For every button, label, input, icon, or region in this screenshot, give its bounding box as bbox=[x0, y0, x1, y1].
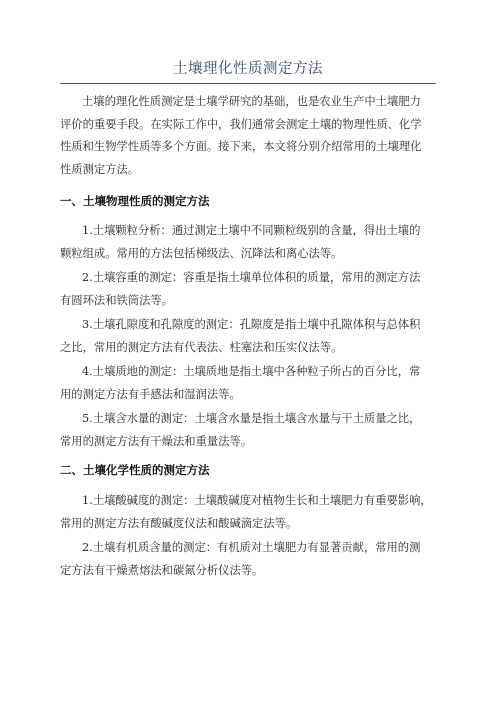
section-heading-physical: 一、土壤物理性质的测定方法 bbox=[60, 194, 210, 208]
physical-item-4 bbox=[60, 361, 440, 406]
document-title: 土壤理化性质测定方法 bbox=[173, 61, 323, 77]
chemical-item-2-line-1: 2.土壤有机质含量的测定：有机质对土壤肥力有显著贡献，常用的测 bbox=[82, 541, 421, 554]
title-underline bbox=[60, 83, 436, 84]
intro-line-3: 性质和生物学性质等多个方面。接下来，本文将分别介绍常用的土壤理化 bbox=[60, 140, 422, 153]
physical-item-5 bbox=[60, 408, 440, 453]
physical-item-5-line-2: 常用的测定方法有干燥法和重量法等。 bbox=[60, 434, 253, 448]
chemical-item-2-line-2: 定方法有干燥煮熔法和碳氮分析仪法等。 bbox=[60, 563, 264, 577]
chemical-item-2 bbox=[60, 537, 440, 582]
section-heading-chemical: 二、土壤化学性质的测定方法 bbox=[60, 463, 210, 477]
chemical-item-1-line-1: 1.土壤酸碱度的测定：土壤酸碱度对植物生长和土壤肥力有重要影响， bbox=[82, 494, 432, 507]
chemical-item-1 bbox=[60, 490, 440, 535]
physical-item-4-line-2: 用的测定方法有手感法和湿润法等。 bbox=[60, 387, 241, 401]
physical-item-1-line-2: 颗粒组成。常用的方法包括梯级法、沉降法和离心法等。 bbox=[60, 246, 343, 260]
chemical-item-1-line-2: 常用的测定方法有酸碱度仪法和酸碱滴定法等。 bbox=[60, 516, 298, 530]
intro-line-4: 性质测定方法。 bbox=[60, 162, 140, 176]
intro-line-2: 评价的重要手段。在实际工作中，我们通常会测定土壤的物理性质、化学 bbox=[60, 117, 422, 131]
physical-item-2-line-1: 2.土壤容重的测定：容重是指土壤单位体积的质量，常用的测定方法 bbox=[82, 271, 421, 284]
intro-paragraph bbox=[60, 91, 440, 181]
intro-line-1: 土壤的理化性质测定是土壤学研究的基础，也是农业生产中土壤肥力 bbox=[82, 95, 421, 108]
physical-item-3 bbox=[60, 314, 440, 359]
physical-item-1 bbox=[60, 220, 440, 265]
physical-item-3-line-2: 之比，常用的测定方法有代表法、柱塞法和压实仪法等。 bbox=[60, 340, 343, 354]
physical-item-5-line-1: 5.土壤含水量的测定：土壤含水量是指土壤含水量与干土质量之比， bbox=[82, 412, 421, 425]
physical-item-2 bbox=[60, 267, 440, 312]
physical-item-4-line-1: 4.土壤质地的测定：土壤质地是指土壤中各种粒子所占的百分比，常 bbox=[82, 365, 421, 378]
physical-item-2-line-2: 有圆环法和铁筒法等。 bbox=[60, 293, 173, 307]
physical-item-3-line-1: 3.土壤孔隙度和孔隙度的测定：孔隙度是指土壤中孔隙体积与总体积 bbox=[82, 318, 421, 331]
physical-item-1-line-1: 1.土壤颗粒分析：通过测定土壤中不同颗粒级别的含量，得出土壤的 bbox=[82, 224, 421, 237]
